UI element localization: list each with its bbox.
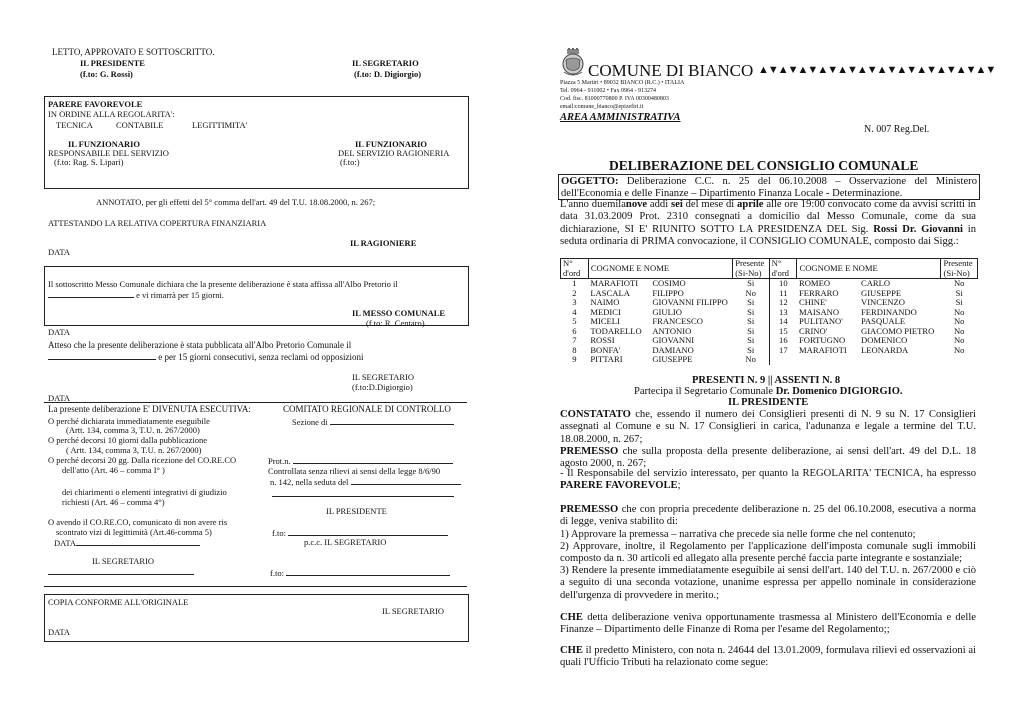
row-number: 6 xyxy=(572,325,577,336)
copia-data: DATA xyxy=(48,627,70,637)
row-number: 4 xyxy=(572,306,577,317)
option-immediata-ref: (Artt. 134, comma 3, T.U. n. 267/2000) xyxy=(66,425,200,435)
surname: MEDICI xyxy=(590,306,621,317)
first-name: PASQUALE xyxy=(860,316,906,326)
row-number: 10 xyxy=(779,278,788,288)
row-number: 11 xyxy=(779,287,788,298)
segretario-label: IL SEGRETARIO xyxy=(352,58,419,68)
option-20-giorni-ref: dell'atto (Art. 46 – comma I° ) xyxy=(62,465,165,475)
parere-contabile: CONTABILE xyxy=(116,120,164,130)
table-row xyxy=(561,279,978,289)
intro-paragraph: L'anno duemilanove addì sei del mese di aprile alle ore 19:00 convocato come da avvisi scritti in data 31.03.2009 Prot. 2310 consegnati a domicilio dal Messo Comunale, come da sua dichiarazione, SI E' RIUNITO SOTTO LA PRESIDENZA DEL Sig. Rossi Dr. Giovanni in seduta ordinaria di PRIMA convocazione, il CONSIGLIO COMUNALE, composto dai Sigg.: xyxy=(560,199,977,248)
first-name: DAMIANO xyxy=(652,344,694,355)
chiarimenti-1: dei chiarimenti o elementi integrativi di giudizio xyxy=(62,487,227,497)
triangle-pattern-icon: ▲▼▲▼▲▼▲▼▲▼▲▼▲▼▲▼▲▼▲▼▲▼▲▼ xyxy=(758,64,996,76)
row-name xyxy=(797,355,941,365)
row-presente: No xyxy=(953,306,965,317)
data-label-2: DATA xyxy=(48,327,70,337)
segretario-signature: (f.to: D. Digiorgio) xyxy=(354,69,422,79)
messo-sign: (f.to: R. Centaro) xyxy=(366,318,425,328)
first-name: COSIMO xyxy=(652,278,686,288)
funzionario-2-title: IL FUNZIONARIO xyxy=(355,139,428,149)
address-4: email:comune_bianco@epizefiri.it xyxy=(560,104,644,110)
table-row xyxy=(561,355,978,365)
premesso-1-paragraph: PREMESSO che sulla proposta della presente deliberazione, ai sensi dell'art. 49 del D.L. 18 agosto 2000, n. 267; xyxy=(560,446,976,470)
row-number: 9 xyxy=(572,354,577,364)
bullet-responsabile: - Il Responsabile del servizio interessato, per quanto la REGOLARITA' TECNICA, ha espresso PARERE FAVOREVOLE; xyxy=(560,468,976,492)
row-number: 5 xyxy=(572,316,577,326)
comitato-title: COMITATO REGIONALE DI CONTROLLO xyxy=(283,404,451,414)
item-1: 1) Approvare la premessa – narrativa che precede sia nelle forme che nel contenuto; xyxy=(560,529,916,540)
first-name: FILIPPO xyxy=(652,287,684,298)
divider-1 xyxy=(44,402,467,403)
funzionario-1-sign: (f.to: Rag. S. Lipari) xyxy=(54,157,124,167)
row-presente xyxy=(941,355,978,365)
il-presidente-heading: IL PRESIDENTE xyxy=(728,397,809,408)
row-presente: No xyxy=(953,325,965,336)
row-number: 8 xyxy=(572,344,577,355)
first-name: GIACOMO PIETRO xyxy=(860,325,935,336)
col-nord-2: N° d'ord xyxy=(769,259,797,279)
col-nord-1: N° d'ord xyxy=(561,259,589,279)
messo-text-2: e vi rimarrà per 15 giorni. xyxy=(48,289,224,300)
row-number: 7 xyxy=(572,335,577,345)
first-name: DOMENICO xyxy=(860,335,908,345)
esecutiva-segretario: IL SEGRETARIO xyxy=(92,556,155,566)
row-number xyxy=(769,355,797,365)
row-presente: No xyxy=(953,344,965,355)
atteso-text-2: e per 15 giorni consecutivi, senza reclami od opposizioni xyxy=(48,351,363,363)
row-presente: Si xyxy=(733,346,769,356)
address-2: Tel. 0964 - 911002 • Fax 0964 - 913274 xyxy=(560,88,656,94)
chiarimenti-2: richiesti (Art. 46 – comma 4°) xyxy=(62,497,165,507)
row-number: 13 xyxy=(779,306,788,317)
che-2-paragraph: CHE il predetto Ministero, con nota n. 24644 del 13.01.2009, formulava rilievi ed osservazioni ai quali l'Ufficio Tributi ha relazionato come segue: xyxy=(560,645,976,669)
option-immediata: O perché dichiarata immediatamente eseguibile xyxy=(48,416,210,426)
surname: FERRARO xyxy=(798,287,839,298)
row-number: 14 xyxy=(779,316,788,326)
col-cognome-1: COGNOME E NOME xyxy=(588,259,732,279)
divider-2 xyxy=(44,586,467,587)
signature-line-1 xyxy=(272,496,454,497)
surname: PITTARI xyxy=(590,354,623,364)
surname: ROSSI xyxy=(590,335,615,345)
first-name: CARLO xyxy=(860,278,891,288)
surname: FORTUGNO xyxy=(798,335,846,345)
sezione-label: Sezione di xyxy=(292,416,454,427)
first-name: VINCENZO xyxy=(860,297,905,307)
funzionario-2-sub: DEL SERVIZIO RAGIONERIA xyxy=(338,148,450,158)
first-name: GIOVANNI xyxy=(652,335,695,345)
row-name xyxy=(588,355,732,365)
ragioniere-label: IL RAGIONIERE xyxy=(350,238,417,248)
row-name xyxy=(797,346,941,356)
area-amministrativa: AREA AMMINISTRATIVA xyxy=(560,112,681,123)
option-10-giorni-ref: ( Artt. 134, comma 3, T.U. n. 267/2000) xyxy=(66,445,202,455)
address-1: Piazza 5 Martiri • 89032 BIANCO (R.C.) • ITALIA xyxy=(560,80,685,86)
row-presente: Si xyxy=(733,279,769,289)
row-presente: Si xyxy=(733,327,769,337)
row-presente: Si xyxy=(733,317,769,327)
row-number: 17 xyxy=(779,344,788,355)
col-presente-2: Presente (Si-No) xyxy=(941,259,978,279)
copia-segretario: IL SEGRETARIO xyxy=(382,606,445,616)
atteso-sign: (f.to:D.Digiorgio) xyxy=(352,382,413,392)
partecipa-segretario: Partecipa il Segretario Comunale Dr. Domenico DIGIORGIO. xyxy=(634,386,903,397)
prot-label: Prot.n. xyxy=(268,455,453,466)
parere-tecnica: TECNICA xyxy=(56,120,93,130)
row-presente: No xyxy=(953,335,965,345)
first-name: FRANCESCO xyxy=(652,316,703,326)
table-row xyxy=(561,336,978,346)
row-presente: Si xyxy=(733,308,769,318)
seduta-label: n. 142, nella seduta del xyxy=(270,476,461,487)
surname: BONFA' xyxy=(590,344,621,355)
table-row xyxy=(561,346,978,356)
table-row xyxy=(561,308,978,318)
surname: CRINO' xyxy=(798,325,828,336)
fto-line-1: f.to: xyxy=(272,527,448,538)
presenti-assenti: PRESENTI N. 9 || ASSENTI N. 8 xyxy=(692,375,841,386)
row-presente: Si xyxy=(733,298,769,308)
annotato-text: ANNOTATO, per gli effetti del 5° comma dell'art. 49 del T.U. 18.08.2000, n. 267; xyxy=(96,197,376,207)
esecutiva-title: La presente deliberazione E' DIVENUTA ESECUTIVA: xyxy=(48,404,251,414)
surname: CHINE' xyxy=(798,297,827,307)
row-number: 16 xyxy=(779,335,788,345)
pcc-segretario: p.c.c. IL SEGRETARIO xyxy=(304,537,387,547)
che-1-paragraph: CHE detta deliberazione veniva opportunamente trasmessa al Ministero dell'Economia e delle Finanze – Dipartimento delle Finanze di Roma per l'esame del Regolamento;; xyxy=(560,612,976,636)
surname: ROMEO xyxy=(798,278,831,288)
parere-title: PARERE FAVOREVOLE xyxy=(48,99,143,109)
reg-number: N. 007 Reg.Del. xyxy=(864,124,930,135)
copia-title: COPIA CONFORME ALL'ORIGINALE xyxy=(48,597,189,607)
data-label-1: DATA xyxy=(48,247,70,257)
row-number: 3 xyxy=(572,297,577,307)
row-number: 15 xyxy=(779,325,788,336)
option-coreco: O avendo il CO.RE.CO, comunicato di non avere ris xyxy=(48,517,228,527)
funzionario-1-title: IL FUNZIONARIO xyxy=(68,139,141,149)
surname: MARAFIOTI xyxy=(590,278,639,288)
surname: MAISANO xyxy=(798,306,840,317)
surname: LASCALA xyxy=(590,287,630,298)
delibera-title: DELIBERAZIONE DEL CONSIGLIO COMUNALE xyxy=(609,158,919,173)
table-row xyxy=(561,289,978,299)
item-3: 3) Rendere la presente immediatamente eseguibile ai sensi dell'art. 140 del T.U. n. 267/2000 e ciò a seguito di una seconda votazione, unanime espressa per appello nominale in considerazione dell'urgenza di provvedere in merito.; xyxy=(560,565,976,601)
row-presente: No xyxy=(733,355,769,365)
funzionario-1-sub: RESPONSABILE DEL SERVIZIO xyxy=(48,148,169,158)
row-presente: Si xyxy=(733,336,769,346)
row-presente: Si xyxy=(955,297,963,307)
attestando-text: ATTESTANDO LA RELATIVA COPERTURA FINANZIARIA xyxy=(48,218,267,228)
councillors-table xyxy=(560,258,978,365)
surname: NAIMO xyxy=(590,297,620,307)
row-number: 2 xyxy=(572,287,577,298)
surname: MARAFIOTI xyxy=(798,344,847,355)
controllata-text: Controllata senza rilievi ai sensi della legge 8/6/90 xyxy=(268,466,441,476)
parere-subtitle: IN ORDINE ALLA REGOLARITA': xyxy=(48,109,175,119)
messo-text-1: Il sottoscritto Messo Comunale dichiara che la presente deliberazione è stata affissa all'Albo Pretorio il xyxy=(48,279,398,289)
row-presente: No xyxy=(953,316,965,326)
comitato-presidente: IL PRESIDENTE xyxy=(326,506,387,516)
approvato-line: LETTO, APPROVATO E SOTTOSCRITTO. xyxy=(52,47,215,57)
oggetto-text: OGGETTO: Deliberazione C.C. n. 25 del 06.10.2008 – Osservazione del Ministero dell'Economia e delle Finanze – Dipartimento Finanza Locale - Determinazione. xyxy=(561,176,977,200)
coat-of-arms-icon xyxy=(561,48,585,78)
comune-title: COMUNE DI BIANCO xyxy=(588,61,754,80)
first-name: GIOVANNI FILIPPO xyxy=(652,297,728,307)
item-2: 2) Approvare, inoltre, il Regolamento per l'applicazione dell'imposta comunale sugli immobili composto da n. 30 articoli ed allegato alla presente perché faccia parte integrante e sostanziale; xyxy=(560,541,976,565)
first-name: GIUSEPPE xyxy=(652,354,693,364)
table-row xyxy=(561,327,978,337)
presidente-signature: (f.to: G. Rossi) xyxy=(80,69,133,79)
parere-legittimita: LEGITTIMITA' xyxy=(192,120,248,130)
row-number: 12 xyxy=(779,297,788,307)
row-presente: No xyxy=(953,278,965,288)
funzionario-2-sign: (f.to:) xyxy=(340,157,360,167)
messo-title: IL MESSO COMUNALE xyxy=(352,308,446,318)
data-label-3: DATA xyxy=(48,393,70,403)
address-3: Cod. fisc. 81000770800 P. IVA 00300480803 xyxy=(560,96,669,102)
surname: MICELI xyxy=(590,316,620,326)
col-cognome-2: COGNOME E NOME xyxy=(797,259,941,279)
first-name: GIUSEPPE xyxy=(860,287,902,298)
row-presente: Si xyxy=(955,287,963,298)
option-coreco-ref: scontrato vizi di legittimità (Art.46-comma 5) xyxy=(56,527,212,537)
constatato-paragraph: CONSTATATO che, essendo il numero dei Consiglieri presenti di N. 9 su N. 17 Consiglieri assegnati al Comune e su N. 17 Consiglieri in carica, l'adunanza e legale a termine del T.U. 18.08.2000, n. 267; xyxy=(560,409,976,445)
presidente-label: IL PRESIDENTE xyxy=(80,58,145,68)
first-name: LEONARDA xyxy=(860,344,909,355)
row-presente: No xyxy=(733,289,769,299)
first-name: GIULIO xyxy=(652,306,682,317)
atteso-text-1: Atteso che la presente deliberazione è stata pubblicata all'Albo Pretorio Comunale il xyxy=(48,340,352,350)
signature-line-2 xyxy=(48,574,194,575)
surname: PULITANO' xyxy=(798,316,843,326)
first-name: ANTONIO xyxy=(652,325,692,336)
option-10-giorni: O perché decorsi 10 giorni dalla pubblicazione xyxy=(48,435,208,445)
surname: TODARELLO xyxy=(590,325,642,336)
col-presente-1: Presente (Si-No) xyxy=(733,259,769,279)
row-number: 1 xyxy=(572,278,577,288)
option-20-giorni: O perché decorsi 20 gg. Dalla ricezione del CO.RE.CO xyxy=(48,455,237,465)
first-name: FERDINANDO xyxy=(860,306,917,317)
fto-line-2: f.to: xyxy=(270,567,450,578)
premesso-2-paragraph: PREMESSO che con propria precedente deliberazione n. 25 del 06.10.2008, esecutiva a norma di legge, veniva stabilito di: xyxy=(560,504,976,528)
atteso-segretario: IL SEGRETARIO xyxy=(352,372,415,382)
data-label-4: DATA xyxy=(54,537,200,548)
